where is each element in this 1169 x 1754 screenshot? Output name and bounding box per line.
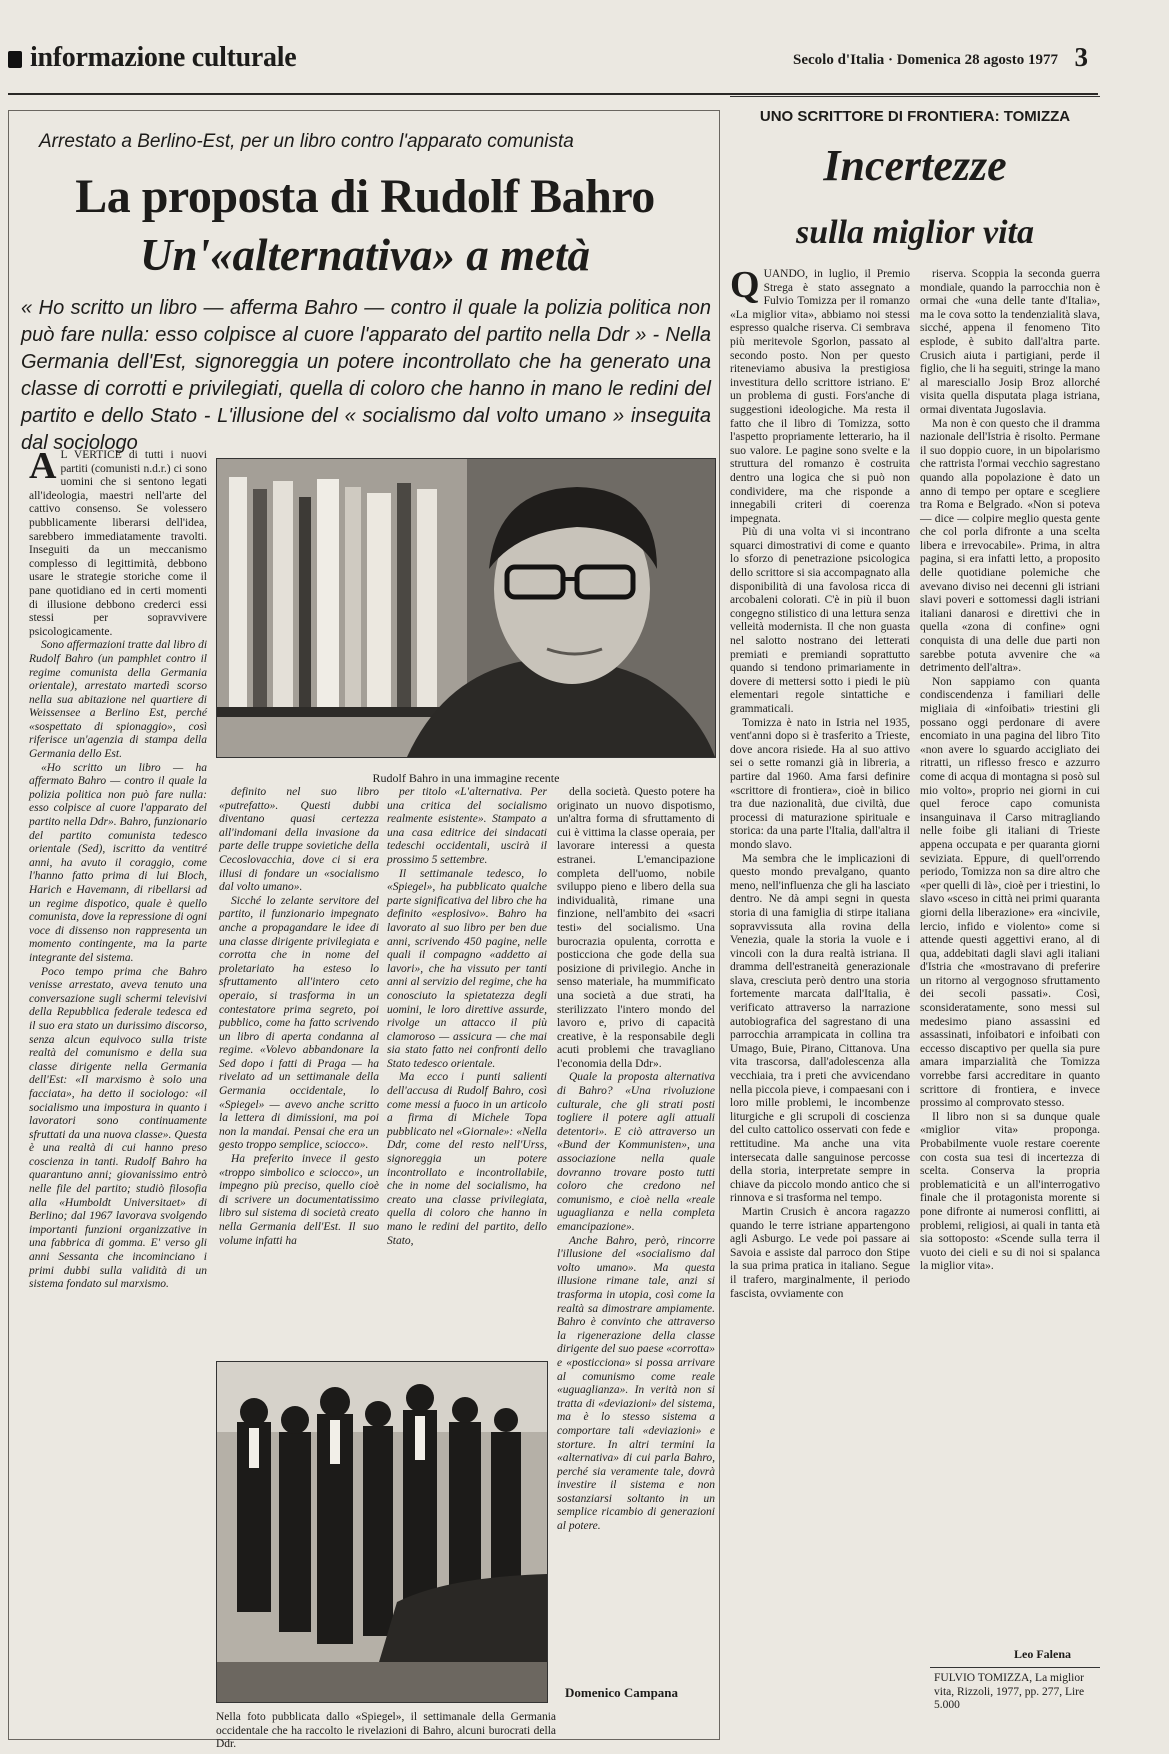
body-paragraph: Quale la proposta alternativa di Bahro? «Una rivoluzione culturale, che gli strati posti togliere il potere agli attuali detentori». E ciò attraverso un «Bund der Kommunisten», una associazione nella quale dovranno trovare posto tutti coloro che credono nel comunismo, e cioè nella «reale uguaglianza e nella completa emancipazione».	[557, 1071, 715, 1233]
portrait-photo	[216, 458, 716, 758]
side-headline: Incertezze	[823, 141, 1007, 190]
body-paragraph: Il libro non si sa dunque quale «miglior vita» proponga. Probabilmente vuole restare coerente con costa sua tesi di incertezza di scelta. Conserva la propria problematicità e un all'interrogativo finale che il protagonista morente si pone difronte ai numerosi conflitti, ai problemi, religiosi, ai quali in tanta età sia sottoposto: «Scende sulla terra il vuoto dei cieli e su di noi si spalanca la miglior vita».	[920, 1110, 1100, 1273]
body-paragraph: definito nel suo libro «putrefatto». Questi dubbi diventano quasi certezza all'indomani della invasione da parte delle truppe sovietiche della Cecoslovacchia, dove ci si era illusi di fondare un «socialismo dal volto umano».	[219, 786, 379, 894]
body-paragraph: Sono affermazioni tratte dal libro di Rudolf Bahro (un pamphlet contro il regime comunista della Germania orientale), arrestato martedì scorso nella sua abitazione nel quartiere di Weissensee a Berlino Est, perché «sospettato di spionaggio», così riferisce un'agenzia di stampa della Germania dello Est.	[29, 639, 208, 761]
body-paragraph: della società. Questo potere ha originato un nuovo dispotismo, un'altra forma di sfruttamento di cui è vittima la classe operaia, per lavorare interessi a questa estranei. L'emancipazione completa dell'uomo, nobile sviluppo pieno e libero della sua individualità, rimane una finzione, nell'ambito dei «sacri testi» del socialismo. Una burocrazia opulenta, corrotta e posticciona che gode della sua posizione di privilegio. Anche in senso materiale, ha mummificato una società a due strati, ha sterilizzato l'intero mondo del lavoro e, privo di capacità creative, è la responsabile degli acuti problemi che travagliano l'economia della Ddr».	[557, 786, 715, 1070]
bureaucrats-caption: Nella foto pubblicata dallo «Spiegel», il settimanale della Germania occidentale che ha raccolto le rivelazioni di Bahro, alcuni burocrati della Ddr.	[216, 1711, 556, 1750]
bureaucrats-photo	[216, 1361, 548, 1703]
main-standfirst: « Ho scritto un libro — afferma Bahro — contro il quale la polizia politica non può fare nulla: esso colpisce al cuore l'apparato del partito nella Ddr » - Nella Germania dell'Est, signoreggia un potere incontrollato che ha generato una classe di corrotti e privilegiati, quella di coloro che hanno in mano le redini del partito e dello Stato - L'illusione del « socialismo dal volto umano » inseguita dal sociologo	[21, 297, 711, 454]
side-article-rule	[730, 96, 1100, 97]
side-article	[730, 96, 1100, 1746]
section-bullet-icon	[8, 51, 22, 68]
masthead-rule	[8, 93, 1098, 95]
side-column-2	[920, 268, 1100, 1643]
side-signature: Leo Falena	[1014, 1647, 1071, 1661]
main-subheadline: Un'«alternativa» a metà	[140, 230, 590, 280]
book-note: FULVIO TOMIZZA, La miglior vita, Rizzoli, 1977, pp. 277, Lire 5.000	[934, 1672, 1085, 1711]
body-paragraph: Sicché lo zelante servitore del partito, il funzionario impegnato anche a propagandare le idee di una classe dirigente privilegiata e corrotta che in nome del proletariato ha esteso lo sfruttamento all'intero ceto operaio, si trasforma in un contestatore prima segreto, poi pubblico, come ha fatto scrivendo un libro di aperta condanna al regime. «Volevo abbandonare la Sed dopo i fatti di Praga — ha rivelato ad un settimanale della Germania occidentale, lo «Spiegel» — avevo anche scritto la lettera di dimissioni, ma poi non la mandai. Pensai che era un gesto troppo semplice, sciocco».	[219, 894, 379, 1152]
portrait-caption: Rudolf Bahro in una immagine recente	[372, 771, 560, 785]
body-paragraph: Il settimanale tedesco, lo «Spiegel», ha pubblicato qualche parte significativa del libro che ha definito «esplosivo». Bahro ha lavorato al suo libro per ben due anni, scrivendo 450 pagine, nelle quali il compagno «addetto ai lavori», che ha vissuto per tanti anni al servizio del regime, che ha conosciuto la spietatezza degli uomini, le loro direttive assurde, rivolge un attacco il più clamoroso — assicura — che mai sia stato fatto nei confronti dello Stato tedesco orientale.	[387, 867, 547, 1070]
book-note-divider	[930, 1667, 1100, 1668]
body-paragraph: Ma sembra che le implicazioni di questo mondo prevalgano, quanto meno, nell'influenza che gli ha lasciato dentro. Ne dà ampi segni in questa storia di una famiglia di stirpe italiana sopravvissuta alla rovina della Venezia, quale la storia la vuole e i vincoli con la dura realtà istriana. Il dramma dell'estraneità generazionale slava, cresciuta però dentro una storia fortemente marcata dall'Italia, è verificato attraverso la narrazione autobiografica del sagrestano di una parrocchia arrampicata in collina tra Umago, Buie, Pirano, Cittanova. Una vita trascorsa, dall'adolescenza alla vecchiaia, tra i preti che avvicendano nella piccola pieve, i compaesani con i loro mille problemi, le incombenze liturgiche e gli scrupoli di coscienza del culto cattolico osservati con fede e rettitudine. Ma anche una vita intersecata dalle sanguinose percosse della storia, interpretate sempre in chiave da piccolo mondo antico che si rinnova e si trasforma nel tempo.	[730, 852, 910, 1205]
side-subheadline: sulla miglior vita	[795, 214, 1035, 251]
body-paragraph: Ma ecco i punti salienti dell'accusa di Rudolf Bahro, così come messi a fuoco in un articolo a firma di Michele Topa pubblicato nel «Giornale»: «Nella Ddr, come del resto nell'Urss, signoreggia un potere incontrollato e incontrollabile, che in nome del socialismo, ha creato una classe privilegiata, quella di coloro che hanno in mano le redini del partito, dello Stato,	[387, 1071, 547, 1247]
main-column-1	[29, 445, 208, 1729]
main-headline: La proposta di Rudolf Bahro	[75, 170, 655, 223]
main-column-4	[557, 786, 715, 1681]
masthead	[8, 40, 1098, 80]
body-paragraph: per titolo «L'alternativa. Per una critica del socialismo realmente esistente». Stampato a una casa editrice dei sindacati tedeschi occidentali, uscirà il prossimo 5 settembre.	[387, 786, 547, 866]
body-paragraph: Più di una volta vi si incontrano squarci dimostrativi di come e quanto lo sforzo di penetrazione psicologica dello scrittore si sia accompagnato alla disponibilità di una favolosa ricca di arcobaleni colorati. C'è in più il buon congegno stilistico di una lettura senza velleità modernista. Il che non guasta nel salotto nostrano dei letterati premiati e premiandi soprattutto quando si tendono primariamente in dovere di mettersi sotto i piedi le più elementari regole sintattiche e grammaticali.	[730, 526, 910, 715]
body-paragraph: Anche Bahro, però, rincorre l'illusione del «socialismo dal volto umano». Ma questa illusione rimane tale, anzi si trasforma in utopia, così come la realtà sa dimostrare ampiamente. Bahro è convinto che attraverso la rigenerazione della classe dirigente del suo paese «corrotta» e «posticciona» si possa arrivare al comunismo come reale «uguaglianza». In verità non si tratta di «deviazioni» del sistema, ma è lo stesso sistema a comportare tali «deviazioni» e storture. In altri termini la «alternativa» di cui parla Bahro, perché sia veramente tale, dovrà investire il sistema e non sostanziarsi soltanto in un semplice ricambio di generazioni al potere.	[557, 1234, 715, 1533]
body-paragraph: Non sappiamo con quanta condiscendenza i familiari delle migliaia di «infoibati» triestini gli possano oggi perdonare di avere encomiato in una pagina del libro Tito «non avere lo sguardo accigliato dei ritratti, un riflesso fresco e azzurro come di acqua di montagna si posò sul mio volto», proprio nei giorni in cui quel feroce capo comunista insanguinava il Carso mitragliando nelle foibe gli italiani di Trieste appena occupata e per quaranta giorni seviziata. Eppure, di quell'orrendo periodo, Tomizza non sa dire altro che «per quelli di là», cioè per i triestini, lo slavo «sceso in città nei primi quaranta giorni della liberazione» era «incivile, lercio, infido e violento» come si attende questi aggettivi erano, al di qua, addebitati dagli slavi agli italiani d'Istria che «mostravano di preferire un ritorno al vergognoso sfruttamento dei secoli passati». Così, sconsideratamente, sono messi sul medesimo piano assassini ed assassinati, infoibatori e infoibati con eccesso discaptivo per quella sia pure amara imparzialità che Tomizza vorrebbe farsi accreditare in quanto scrittore di frontiera, e invece prossimo al comprovato stesso.	[920, 675, 1100, 1110]
body-paragraph: Poco tempo prima che Bahro venisse arrestato, aveva tenuto una conversazione sugli schermi televisivi della Repubblica federale tedesca ed il suo era stato un durissimo discorso, senza alcun equivoco sulla triste realtà del comunismo e della sua classe dirigente nella Germania dell'Est: «Il marxismo è solo una facciata», ha detto il sociologo: «il socialismo una impostura in quanto i lavoratori sono continuamente sfruttati da una nuova classe». Questa è una realtà di cui hanno preso coscienza in tanti. Rudolf Bahro ha quarantuno anni; giovanissimo entrò nelle file del partito; studiò filosofia alla «Humboldt Universitaet» di Berlino; dal 1967 lavorava svolgendo importanti funzioni organizzative in una fabbrica di gomma. E' verso gli anni Sessanta che incominciano i primi dubbi sulla validità di un sistema fondato sul marxismo.	[29, 965, 207, 1291]
body-paragraph: AL VERTICE di tutti i nuovi partiti (comunisti n.d.r.) ci sono uomini che si sentono legati all'ideologia, maestri nell'arte del cattivo consenso. Se volessero pubblicamente liberarsi dell'idea, sarebbero immediatamente travolti. Inseguiti da un meccanismo complesso di legittimità, debbono usare le strategie storiche come il pane quotidiano ed in certi momenti di illusione debbono crederci essi stessi per sopravvivere psicologicamente.	[29, 445, 207, 638]
bahro-portrait-image	[217, 459, 715, 757]
side-column-1	[730, 264, 910, 1738]
main-kicker: Arrestato a Berlino-Est, per un libro contro l'apparato comunista	[39, 131, 574, 152]
dateline: Secolo d'Italia · Domenica 28 agosto 1977	[793, 52, 1058, 68]
main-article	[8, 110, 720, 1750]
body-paragraph: QUANDO, in luglio, il Premio Strega è stato assegnato a Fulvio Tomizza per il romanzo «La miglior vita», abbiamo noi stessi espresso qualche riserva. Ci sembrava più meritevole Sgorlon, passato al secondo posto. Non per questo riteneviamo abusiva la prestigiosa investitura dello scrittore istriano. E' un problema di gusti. Fors'anche di suggestioni ideologiche. Ma resta il fatto che il libro di Tomizza, sotto l'aspetto propriamente letterario, ha il suo valore. Le pagine sono svelte e la struttura del romanzo è costruita dentro una logica che si può non condividere, ma che risponde a innegabili criteri di coerenza impegnata.	[730, 264, 910, 525]
main-signature: Domenico Campana	[565, 1685, 679, 1700]
bureaucrats-image	[217, 1362, 547, 1702]
main-column-3	[387, 786, 547, 1351]
body-paragraph: Ha preferito invece il gesto «troppo simbolico e sciocco», un impegno più preciso, quello cioè di scrivere un documentatissimo libro sul sistema di società creato nella Germania dell'Est. Il suo volume infatti ha	[219, 1153, 379, 1247]
body-paragraph: Tomizza è nato in Istria nel 1935, vent'anni dopo si è trasferito a Trieste, dove ancora risiede. Ha al suo attivo sei o sette romanzi già in libreria, a partire dal 1960. Ama farsi definire «scrittore di frontiera», cioè in bilico tra due nazionalità, due civiltà, due processi di maturazione spirituale e storica: da una parte l'Italia, dall'altra il mondo slavo.	[730, 716, 910, 851]
page-number: 3	[1074, 42, 1088, 72]
body-paragraph: Ma non è con questo che il dramma nazionale dell'Istria è risolto. Permane il suo doppio cuore, in un bipolarismo che rattrista l'ormai vecchio sagrestano quando alla popolazione è dato un anno di tempo per optare e scegliere tra Roma e Belgrado. «Non si poteva — dice — colpire meglio questa gente che col porla difronte a una scelta libera e irrevocabile». Prima, in altra pagina, si era infatti letto, a proposito delle quotidiane polemiche che avevano diviso nei decenni gli istriani slavi poveri e sottomessi dagli istriani italiani danarosi e direttivi che in quella «zona di confine» ogni conquista di una delle due parti non sarebbe potuta avvenire che «a detrimento dell'altra».	[920, 417, 1100, 675]
section-name: informazione culturale	[30, 42, 297, 73]
body-paragraph: Martin Crusich è ancora ragazzo quando le terre istriane appartengono agli Asburgo. Le vede poi passare ai Savoia e assiste dal parroco don Stipe la sua prima pratica in italiano. Segue il trafero, marginalmente, il periodo fascista, ovviamente con	[730, 1205, 910, 1300]
side-kicker: UNO SCRITTORE DI FRONTIERA: TOMIZZA	[759, 108, 1071, 125]
body-paragraph: «Ho scritto un libro — ha affermato Bahro — contro il quale la polizia politica non può fare nulla: esso colpisce al cuore l'apparato del partito nella Ddr». Bahro, funzionario del partito comunista tedesco orientale (Sed), iscritto da ventitré anni, ha avuto il coraggio, come l'hanno fatto prima di lui Bloch, Harich e Havemann, di ribellarsi ad un regime dispotico, quale è quello comunista, dove la repressione di ogni voce di dissenso non rappresenta un momento contingente, ma la parte integrante del sistema.	[29, 761, 207, 964]
body-paragraph: riserva. Scoppia la seconda guerra mondiale, quando la parrocchia non è ormai che «una delle tante d'Italia», ma le cova sotto la tendenzialità slava, sicché, appena il fenomeno Tito esplode, è subito dall'altra parte. Crusich aiuta i partigiani, perde il figlio, che li ha seguiti, stringe la mano al maresciallo Josip Broz allorché visita quella disputata plaga istriana, ormai diventata Jugoslavia.	[920, 268, 1100, 416]
main-column-2	[219, 786, 379, 1351]
